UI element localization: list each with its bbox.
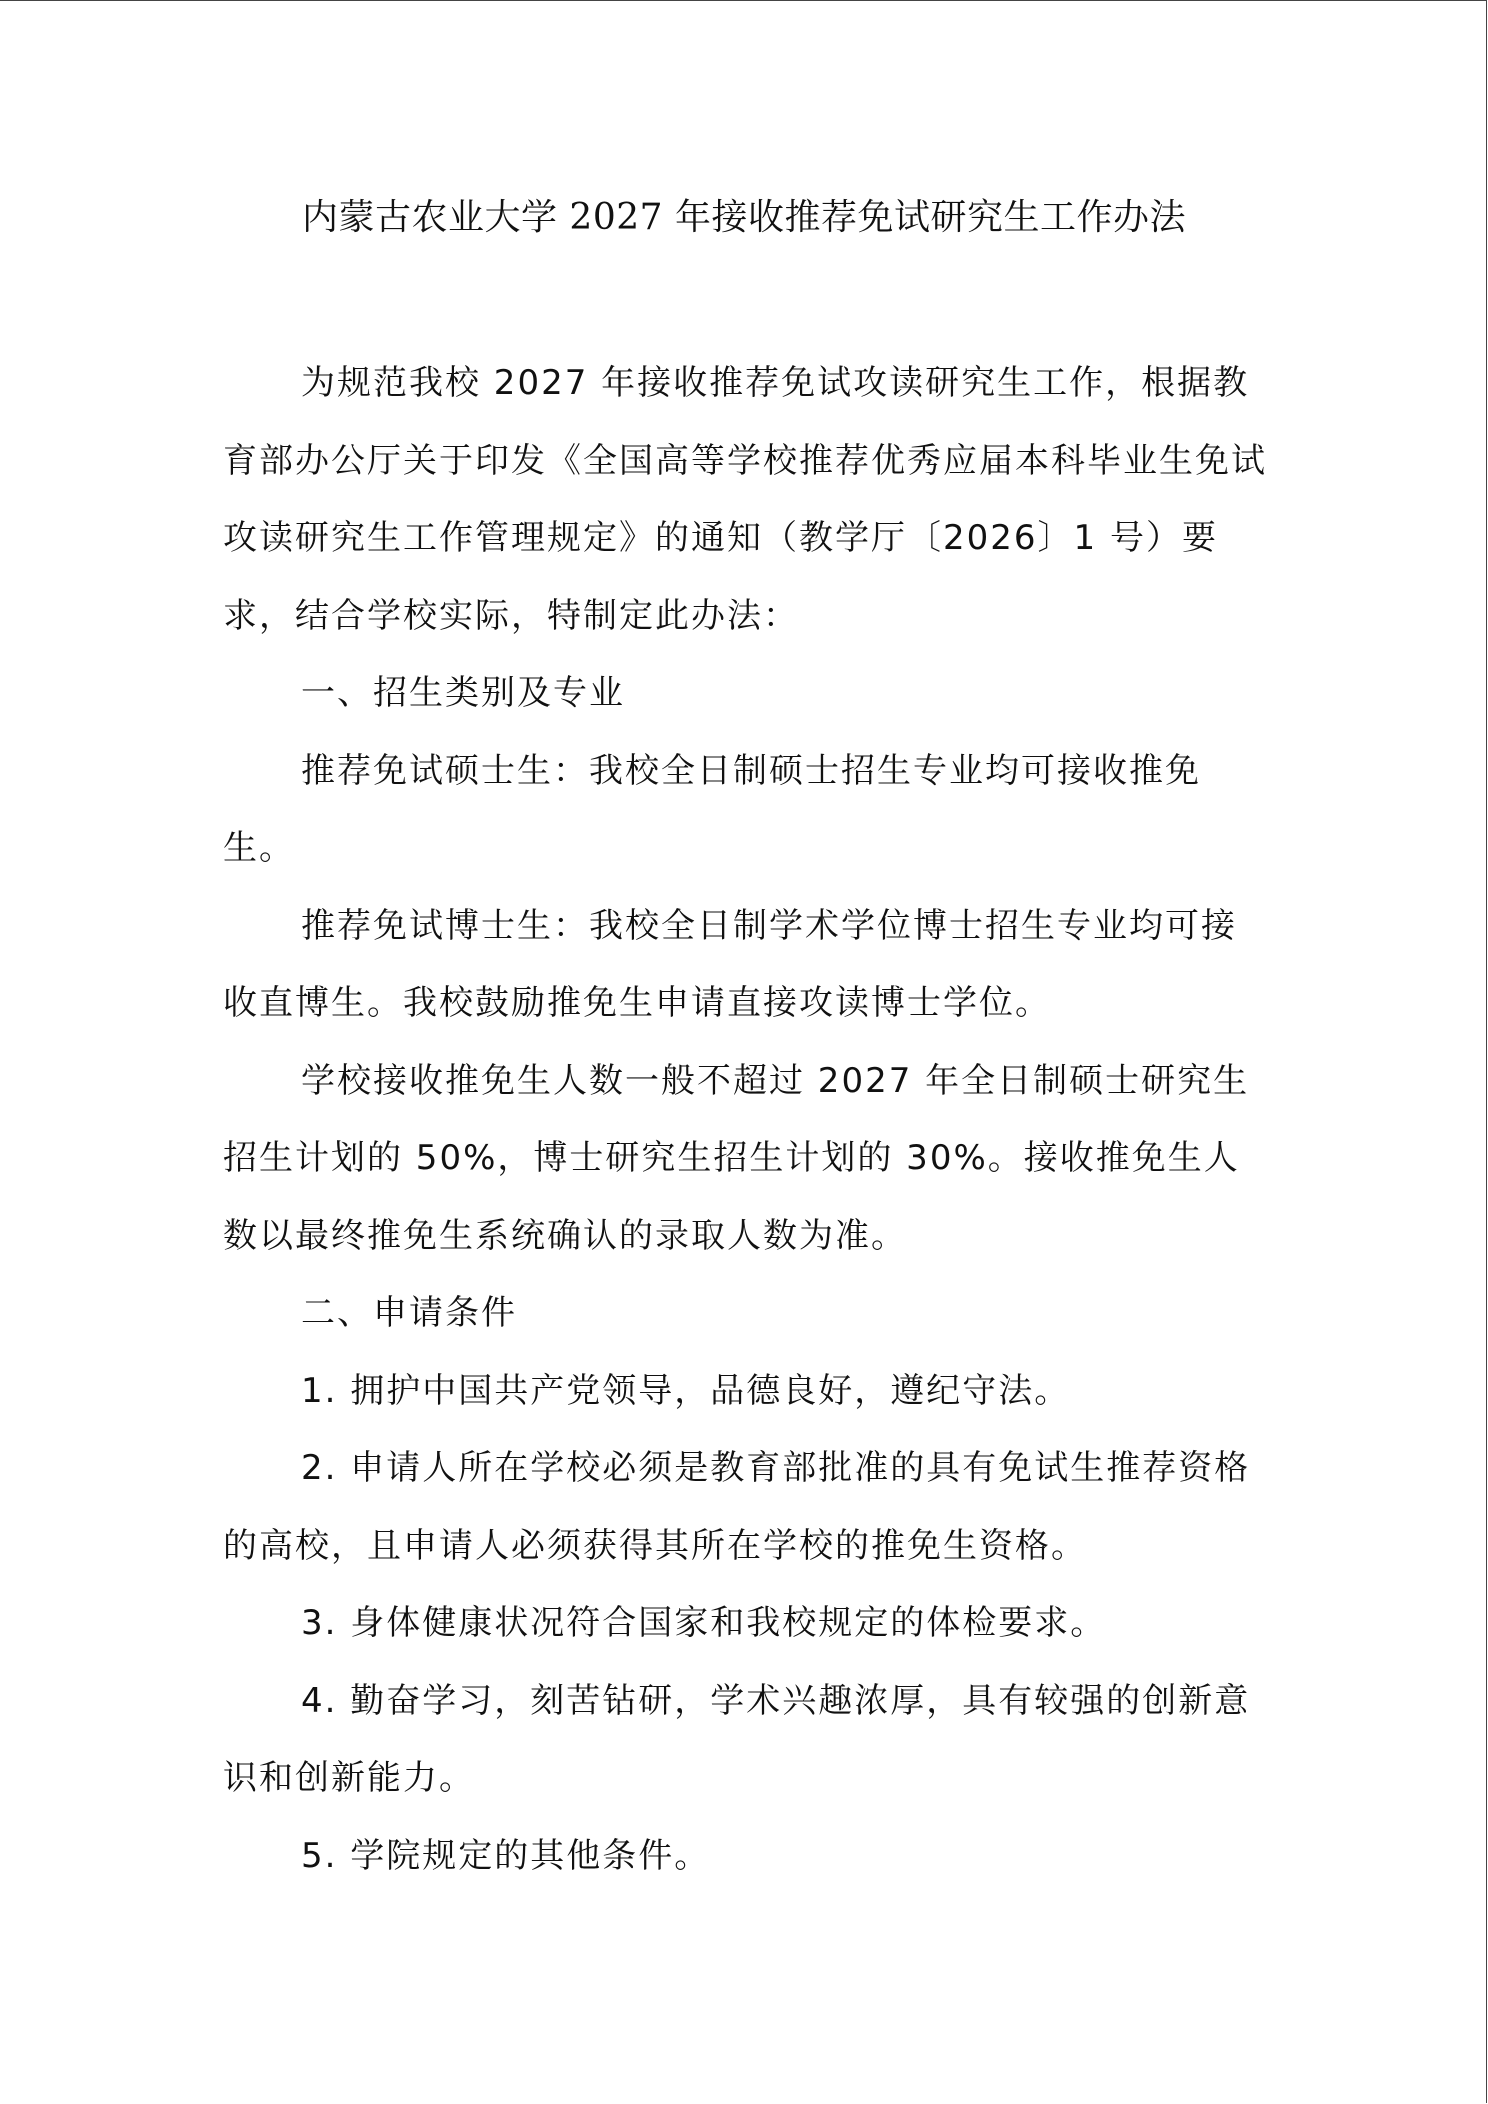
document-title: 内蒙古农业大学 2027 年接收推荐免试研究生工作办法 xyxy=(301,197,1186,238)
requirement-item-2: 2. 申请人所在学校必须是教育部批准的具有免试生推荐资格的高校，且申请人必须获得其所在学校的推免生资格。 xyxy=(223,1448,1251,1566)
master-recommendation-paragraph: 推荐免试硕士生：我校全日制硕士招生专业均可接收推免生。 xyxy=(223,750,1201,868)
requirement-item-3: 3. 身体健康状况符合国家和我校规定的体检要求。 xyxy=(301,1603,1107,1643)
doctoral-recommendation-paragraph: 推荐免试博士生：我校全日制学术学位博士招生专业均可接收直博生。我校鼓励推免生申请直接攻读博士学位。 xyxy=(223,905,1237,1023)
requirement-item-5: 5. 学院规定的其他条件。 xyxy=(301,1835,711,1876)
section-heading-categories: 一、招生类别及专业 xyxy=(301,673,625,713)
admission-quota-paragraph: 学校接收推免生人数一般不超过 2027 年全日制硕士研究生招生计划的 50%，博士研究生招生计划的 30%。接收推免生人数以最终推免生系统确认的录取人数为准。 xyxy=(223,1060,1250,1256)
section-heading-requirements: 二、申请条件 xyxy=(301,1293,517,1333)
intro-paragraph: 为规范我校 2027 年接收推荐免试攻读研究生工作，根据教育部办公厅关于印发《全国高等学校推荐优秀应届本科毕业生免试攻读研究生工作管理规定》的通知（教学厅〔2026〕1 号）要求，结合学校实际，特制定此办法： xyxy=(223,363,1267,636)
document-body xyxy=(223,345,1268,1895)
requirement-item-4: 4. 勤奋学习，刻苦钻研，学术兴趣浓厚，具有较强的创新意识和创新能力。 xyxy=(223,1680,1251,1798)
requirement-item-1: 1. 拥护中国共产党领导，品德良好，遵纪守法。 xyxy=(301,1370,1071,1411)
